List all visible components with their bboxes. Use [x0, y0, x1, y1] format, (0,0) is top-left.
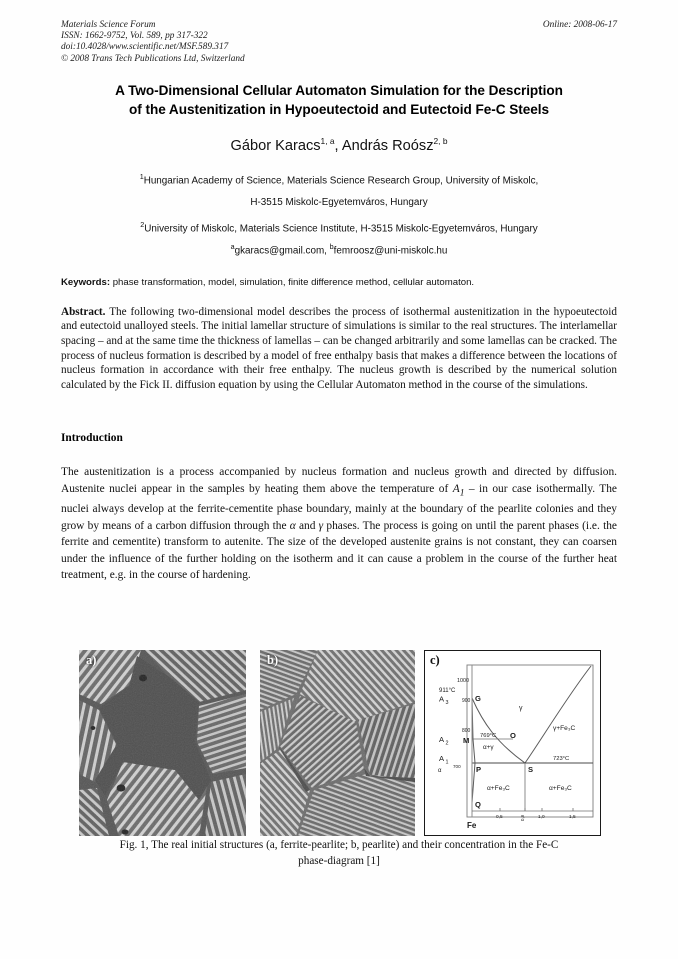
pd-axis-A1-sub: 1	[445, 759, 449, 766]
email-a[interactable]: gkaracs@gmail.com,	[234, 245, 327, 257]
micrograph-panel-b	[260, 650, 415, 836]
pd-point-S: S	[528, 765, 534, 774]
affiliation-1-line-1	[61, 166, 617, 192]
paper-content	[61, 20, 617, 583]
pd-temp-911: 911°C	[439, 688, 456, 694]
figure-caption-line-2: phase-diagram [1]	[298, 854, 380, 867]
introduction-paragraph	[61, 464, 617, 583]
journal-doi: doi:10.4028/www.scientific.net/MSF.589.317	[61, 42, 229, 53]
email-b[interactable]: femroosz@uni-miskolc.hu	[333, 245, 448, 257]
abstract-text: The following two-dimensional model describes the process of isothermal austenitization in the hypoeutectoid and eutectoid unalloyed steels. The initial lamellar structure of simulations is similar to the real structures. The interlamellar spacing – and at the same time the thickness of lamellas – can be changed arbitrarily and some lamellas can be cracked. The process of nucleus formation is described by a model of free enthalpy basis that makes a difference between the locations of nucleus formation in accordance with their free enthalpy. The nucleus growth is described by the numerical solution calculated by the Fick II. diffusion equation by using the Cellular Automaton method in the course of the simulations.	[61, 305, 617, 391]
affiliations	[61, 166, 617, 241]
pd-axis-A2: A	[439, 735, 445, 744]
figure-1	[79, 650, 601, 836]
pd-xtick-eutectoid: 0,8	[520, 814, 525, 821]
pd-point-M: M	[463, 736, 470, 745]
pd-ytick-700: 700	[453, 764, 461, 769]
pd-point-G: G	[475, 694, 481, 703]
micrograph-b-image	[260, 650, 415, 836]
intro-symbol-gamma: γ	[318, 519, 324, 532]
phase-diagram-panel-c	[424, 650, 601, 836]
email-a-marker: a	[230, 242, 235, 252]
email-b-marker: b	[329, 242, 334, 252]
intro-text-d: phases. The process is going on until the parent phases (i.e. the ferrite and cementite) transform to autenite. The size of the developed austenite grains is not constant, they can coarsen under the influence of the further holding on the isotherm and it can cause a problem in the course of the further heat treatment, e.g. in the course of hardening.	[61, 519, 617, 582]
panel-c-label: c)	[430, 653, 440, 667]
author-2-name: András Roósz	[341, 137, 434, 154]
pd-point-Q: Q	[475, 800, 481, 809]
figure-caption	[61, 838, 617, 869]
journal-name: Materials Science Forum	[61, 20, 156, 30]
affiliation-1-text-1: Hungarian Academy of Science, Materials Science Research Group, University of Miskolc,	[143, 175, 539, 187]
author-emails	[61, 242, 617, 256]
pd-point-O: O	[510, 731, 516, 740]
pd-region-alpha-gamma: α+γ	[483, 744, 494, 751]
title-line-1: A Two-Dimensional Cellular Automaton Simulation for the Description	[115, 83, 563, 98]
pd-axis-A3: A	[439, 694, 445, 704]
abstract-label: Abstract.	[61, 305, 106, 318]
intro-symbol-A1: A	[452, 482, 460, 495]
affiliation-2-marker: 2	[140, 220, 145, 230]
pd-axis-A3-sub: 3	[445, 700, 449, 706]
journal-issn: ISSN: 1662-9752, Vol. 589, pp 317-322	[61, 31, 208, 42]
pd-ytick-1000: 1000	[457, 678, 469, 684]
author-2-sup: 2, b	[433, 136, 448, 146]
author-1-sup: 1, a	[320, 136, 335, 146]
pd-temp-723: 723°C	[553, 756, 570, 762]
affiliation-1-line-2: H-3515 Miskolc-Egyetemváros, Hungary	[250, 197, 428, 209]
pd-xtick-0-5: 0,5	[496, 815, 503, 820]
author-list	[61, 136, 617, 154]
intro-text-a: The austenitization is a process accompanied by nucleus formation and nucleus growth and directed by diffusion. Austenite nuclei appear in the samples by heating them above the temperature of	[61, 466, 617, 495]
keywords-label: Keywords:	[61, 276, 111, 288]
micrograph-a-image	[79, 650, 246, 836]
page-title	[61, 82, 617, 119]
intro-symbol-alpha: α	[289, 519, 296, 532]
author-separator: ,	[334, 137, 342, 154]
pd-axis-A2-sub: 2	[445, 740, 449, 747]
pd-region-alpha: α	[438, 768, 442, 774]
figure-caption-line-1: Fig. 1, The real initial structures (a, ferrite-pearlite; b, pearlite) and their concentration in the Fe-C	[119, 839, 559, 851]
pd-region-gamma: γ	[519, 705, 523, 712]
intro-text-c: and	[295, 519, 319, 532]
pd-region-alpha-fe3c-right: α+Fe₃C	[549, 785, 572, 792]
intro-text-b: – in our case isothermally. The nuclei always develop at the ferrite-cementite phase boundary, mainly at the boundary of the pearlite colonies and they grow by means of a carbon diffusion through the	[61, 482, 617, 532]
journal-copyright: © 2008 Trans Tech Publications Ltd, Switzerland	[61, 53, 245, 64]
pd-ytick-900: 900	[462, 698, 471, 704]
title-line-2: of the Austenitization in Hypoeutectoid and Eutectoid Fe-C Steels	[129, 101, 549, 117]
panel-b-label: b)	[267, 653, 279, 667]
pd-xtick-1-0: 1,0	[538, 815, 545, 820]
pd-temp-769: 769°C	[480, 733, 497, 739]
journal-header	[61, 20, 617, 76]
pd-ytick-800: 800	[462, 728, 471, 734]
pd-point-P: P	[476, 765, 482, 774]
affiliation-1-marker: 1	[139, 171, 144, 181]
pd-xtick-1-5: 1,5	[569, 815, 576, 820]
affiliation-2-text-1: University of Miskolc, Materials Science Institute, H-3515 Miskolc-Egyetemváros, Hungary	[144, 223, 538, 235]
pd-region-gamma-fe3c: γ+Fe₃C	[553, 725, 576, 732]
pd-axis-A1: A	[439, 754, 445, 763]
keywords	[61, 277, 617, 288]
intro-symbol-A1-sub: 1	[459, 488, 465, 498]
abstract	[61, 305, 617, 393]
panel-a-label: a)	[86, 653, 97, 667]
phase-diagram-chart	[425, 651, 599, 834]
online-date: Online: 2008-06-17	[542, 20, 617, 30]
author-1-name: Gábor Karacs	[230, 137, 321, 154]
keywords-values: phase transformation, model, simulation, finite difference method, cellular automaton.	[112, 276, 475, 288]
pd-region-alpha-fe3c-left: α+Fe₃C	[487, 785, 510, 792]
section-heading-introduction: Introduction	[61, 432, 123, 445]
micrograph-panel-a	[79, 650, 246, 836]
pd-origin-Fe: Fe	[467, 821, 477, 830]
affiliation-2-line-1	[61, 214, 617, 240]
journal-header-left	[61, 20, 617, 65]
